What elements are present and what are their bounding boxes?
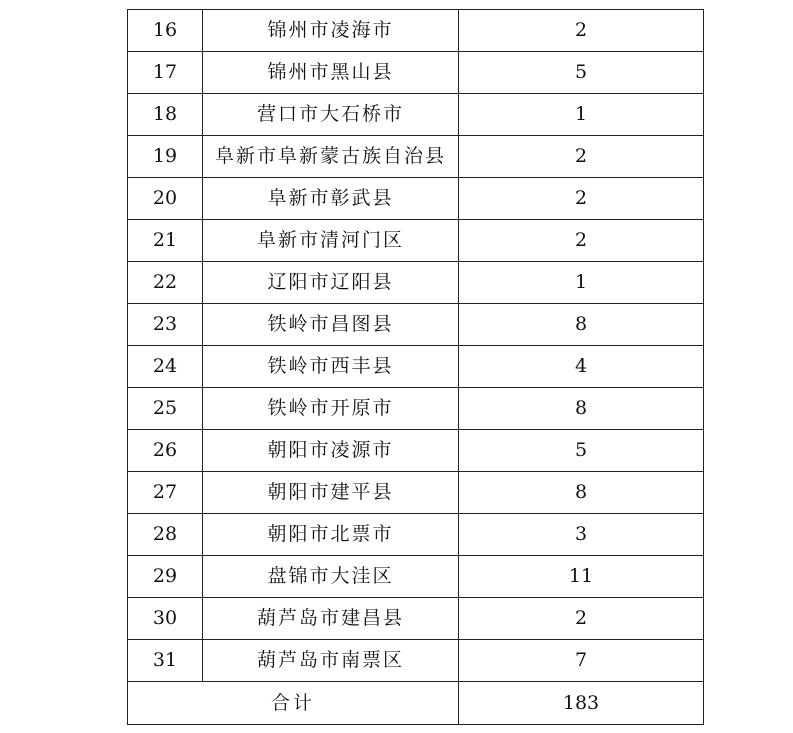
row-number: 20 [128, 178, 203, 220]
row-region: 铁岭市昌图县 [203, 304, 459, 346]
row-region: 锦州市凌海市 [203, 10, 459, 52]
row-number: 29 [128, 556, 203, 598]
row-count: 7 [459, 640, 704, 682]
row-number: 16 [128, 10, 203, 52]
row-region: 铁岭市开原市 [203, 388, 459, 430]
table-row [128, 52, 704, 94]
table-row [128, 640, 704, 682]
row-number: 19 [128, 136, 203, 178]
total-label: 合计 [128, 682, 459, 725]
row-region: 锦州市黑山县 [203, 52, 459, 94]
table-row [128, 346, 704, 388]
row-number: 31 [128, 640, 203, 682]
row-number: 22 [128, 262, 203, 304]
row-region: 葫芦岛市南票区 [203, 640, 459, 682]
table-row [128, 136, 704, 178]
row-count: 2 [459, 598, 704, 640]
table-row [128, 472, 704, 514]
total-row [128, 682, 704, 725]
row-number: 25 [128, 388, 203, 430]
row-number: 18 [128, 94, 203, 136]
row-region: 朝阳市北票市 [203, 514, 459, 556]
row-region: 辽阳市辽阳县 [203, 262, 459, 304]
table-body [128, 10, 704, 725]
row-number: 24 [128, 346, 203, 388]
row-count: 5 [459, 52, 704, 94]
row-region: 阜新市阜新蒙古族自治县 [203, 136, 459, 178]
row-region: 阜新市彰武县 [203, 178, 459, 220]
row-count: 3 [459, 514, 704, 556]
table-row [128, 430, 704, 472]
row-count: 2 [459, 10, 704, 52]
row-count: 2 [459, 220, 704, 262]
summary-table [127, 9, 704, 725]
total-value: 183 [459, 682, 704, 725]
row-number: 28 [128, 514, 203, 556]
row-number: 30 [128, 598, 203, 640]
table-row [128, 598, 704, 640]
row-count: 1 [459, 262, 704, 304]
row-number: 23 [128, 304, 203, 346]
table-row [128, 388, 704, 430]
row-region: 盘锦市大洼区 [203, 556, 459, 598]
table-row [128, 514, 704, 556]
table-row [128, 220, 704, 262]
row-region: 朝阳市建平县 [203, 472, 459, 514]
row-count: 2 [459, 136, 704, 178]
table-row [128, 10, 704, 52]
row-count: 8 [459, 304, 704, 346]
row-number: 17 [128, 52, 203, 94]
row-count: 5 [459, 430, 704, 472]
row-count: 2 [459, 178, 704, 220]
table-row [128, 178, 704, 220]
row-number: 27 [128, 472, 203, 514]
row-number: 26 [128, 430, 203, 472]
row-count: 4 [459, 346, 704, 388]
row-number: 21 [128, 220, 203, 262]
table-row [128, 262, 704, 304]
row-region: 阜新市清河门区 [203, 220, 459, 262]
table-row [128, 556, 704, 598]
table-row [128, 304, 704, 346]
row-count: 1 [459, 94, 704, 136]
row-count: 8 [459, 472, 704, 514]
table-row [128, 94, 704, 136]
row-count: 8 [459, 388, 704, 430]
row-region: 铁岭市西丰县 [203, 346, 459, 388]
row-region: 朝阳市凌源市 [203, 430, 459, 472]
row-region: 葫芦岛市建昌县 [203, 598, 459, 640]
row-region: 营口市大石桥市 [203, 94, 459, 136]
row-count: 11 [459, 556, 704, 598]
